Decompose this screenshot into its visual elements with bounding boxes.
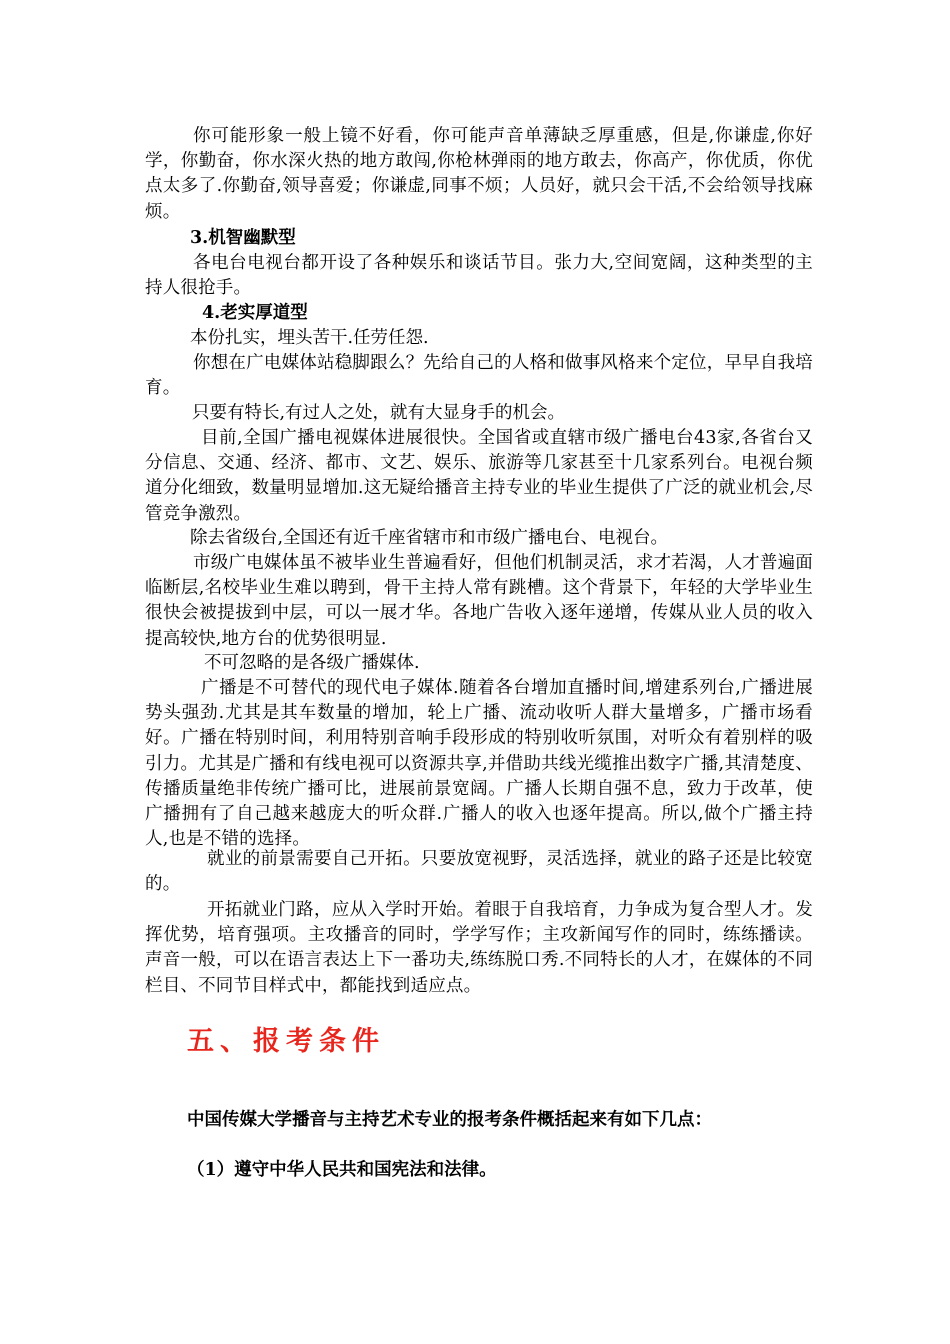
paragraph-specialty: 只要有特长,有过人之处，就有大显身手的机会。 — [192, 403, 566, 423]
paragraph-strengths: 你可能形象一般上镜不好看，你可能声音单薄缺乏厚重感，但是,你谦虚,你好学，你勤奋，你水深火热的地方敢闯,你枪林弹雨的地方敢去，你高产，你优质，你优点太多了.你勤奋,领导喜爱；你谦虚,同事不烦；人员好，就只会干活,不会给领导找麻烦。 — [145, 126, 813, 222]
subheading-honest-steady: 4.老实厚道型 — [202, 303, 308, 323]
paragraph-national-media: 目前,全国广播电视媒体进展很快。全国省或直辖市级广播电台43家,各省台又分信息、交通、经济、都市、文艺、娱乐、旅游等几家甚至十几家系列台。电视台频道分化细致，数量明显增加.这无疑给播音主持专业的毕业生提供了广泛的就业机会,尽管竞争激烈。 — [145, 428, 813, 524]
paragraph-witty-humorous: 各电台电视台都开设了各种娱乐和谈话节目。张力大,空间宽阔，这种类型的主持人很抢手。 — [145, 253, 813, 299]
paragraph-honest-steady: 本份扎实，埋头苦干.任劳任怨. — [190, 328, 429, 348]
paragraph-employment-prospects: 就业的前景需要自己开拓。只要放宽视野，灵活选择，就业的路子还是比较宽的。 — [145, 849, 813, 895]
paragraph-positioning: 你想在广电媒体站稳脚跟么？先给自己的人格和做事风格来个定位，早早自我培育。 — [145, 353, 813, 399]
paragraph-radio: 广播是不可替代的现代电子媒体.随着各台增加直播时间,增建系列台,广播进展势头强劲.尤其是其车数量的增加，轮上广播、流动收听人群大量增多，广播市场看好。广播在特别时间，利用特别音响手段形成的特别收听氛围，对听众有着别样的吸引力。尤其是广播和有线电视可以资源共享,并借助共线光缆推出数字广播,其清楚度、传播质量绝非传统广播可比，进展前景宽阔。广播人长期自强不息，致力于改革，使广播拥有了自己越来越庞大的听众群.广播人的收入也逐年提高。所以,做个广播主持人,也是不错的选择。 — [145, 678, 813, 850]
paragraph-city-media: 市级广电媒体虽不被毕业生普遍看好，但他们机制灵活，求才若渴，人才普遍面临断层,名校毕业生难以聘到，骨干主持人常有跳槽。这个背景下，年轻的大学毕业生很快会被提拔到中层，可以一展才华。各地广告收入逐年递增，传媒从业人员的收入提高较快,地方台的优势很明显. — [145, 553, 813, 649]
requirement-item-1: （1）遵守中华人民共和国宪法和法律。 — [187, 1160, 497, 1180]
subheading-witty-humorous: 3.机智幽默型 — [190, 228, 296, 248]
paragraph-career-path: 开拓就业门路，应从入学时开始。着眼于自我培育，力争成为复合型人才。发挥优势，培育强项。主攻播音的同时，学学写作；主攻新闻写作的同时，练练播读。声音一般，可以在语言表达上下一番功夫,练练脱口秀.不同特长的人才，在媒体的不同栏目、不同节目样式中，都能找到适应点。 — [145, 900, 813, 996]
paragraph-radio-intro: 不可忽略的是各级广播媒体. — [204, 653, 420, 673]
section-title-admission-requirements: 五、报考条件 — [187, 1026, 385, 1057]
paragraph-city-stations: 除去省级台,全国还有近千座省辖市和市级广播电台、电视台。 — [190, 528, 669, 548]
requirements-intro: 中国传媒大学播音与主持艺术专业的报考条件概括起来有如下几点： — [187, 1110, 712, 1130]
